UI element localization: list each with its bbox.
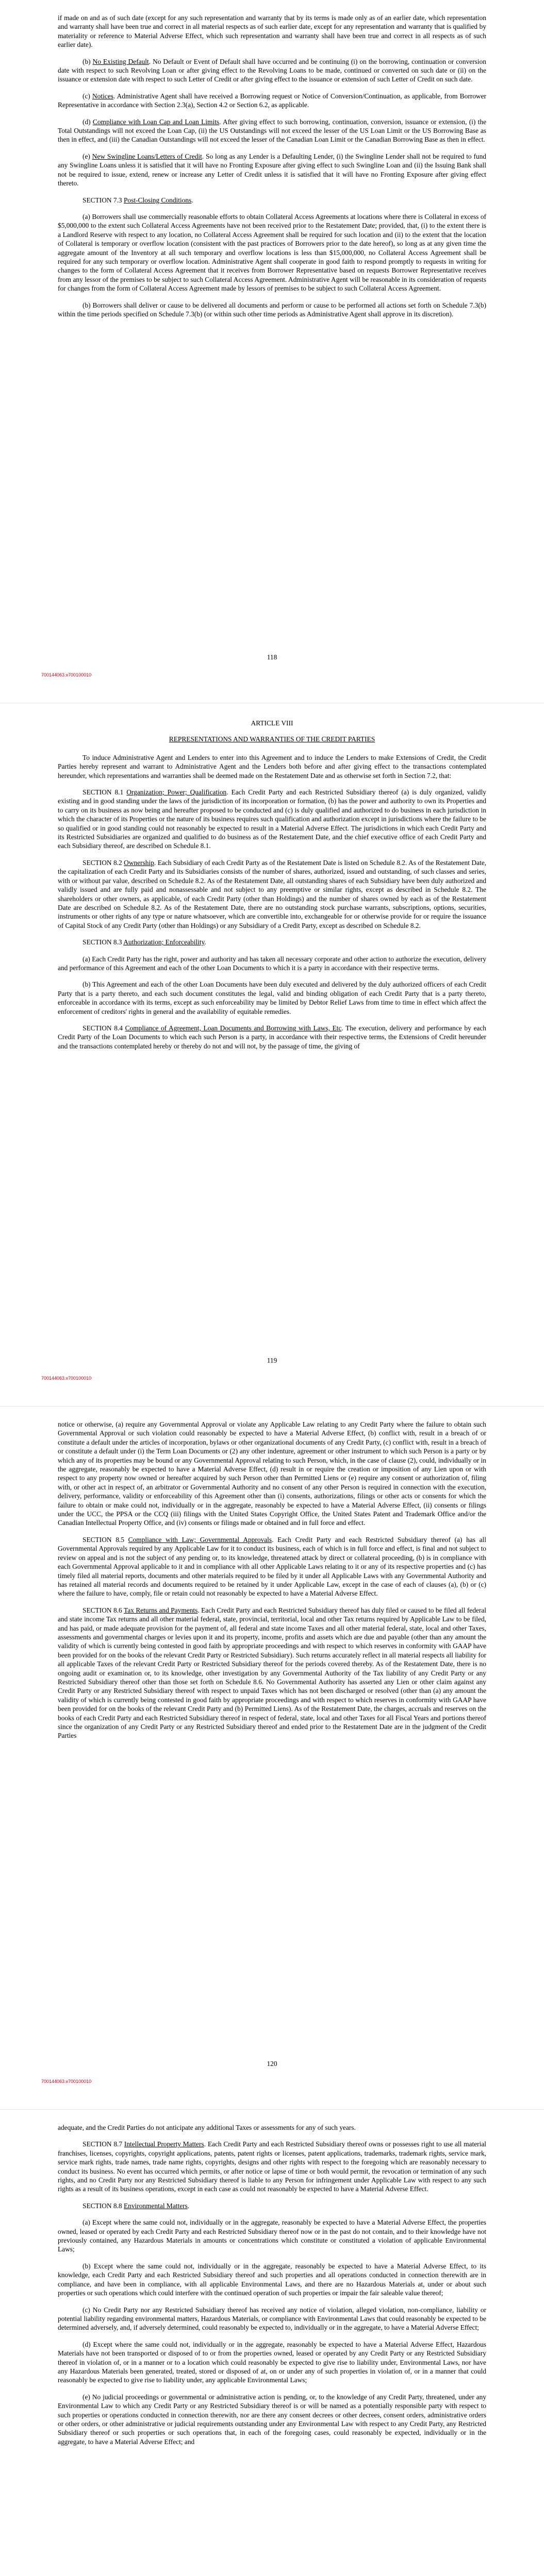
paragraph-text: (b) This Agreement and each of the other Loan Documents have been duly executed and delivered by the duly authorized officers of each Credit Party that is a party thereto, and each such document constitutes the legal, valid and binding obligation of each Credit Party that is a party thereto, enforceable in accordance with its terms, except as such enforceability may be limited by Debtor Relief Laws from time to time in effect which affect the enforcement of creditors' rights in general and the availability of equitable remedies. [58,980,486,1015]
paragraph-lead: (d) [83,117,93,126]
document-id-footer: 700144063.v700100010 [41,2079,92,2084]
page-number: 118 [267,653,277,661]
paragraph [58,753,486,780]
paragraph-heading: Notices [92,92,113,100]
paragraph-text: . Administrative Agent shall have received a Borrowing request or Notice of Conversion/Continuation, as applicable, from Borrower Representative in accordance with Section 2.3(a), Section 4.2 or Section 6.2, as applicable. [58,92,486,109]
paragraph [58,117,486,144]
continued-paragraph [58,2123,486,2132]
paragraph [58,1024,486,1050]
paragraph [58,92,486,110]
paragraph-lead: (c) [83,92,92,100]
section-number: SECTION 8.8 [83,2201,124,2210]
paragraph-text: . After giving effect to such borrowing, continuation, conversion, issuance or extension, (i) the Total Outstandings will not exceed the Loan Cap, (ii) the US Outstandings will not exceed the lesser of the US Loan Limit or the US Borrowing Base as then in effect, and (iii) the Canadian Outstandings will not exceed the lesser of the Canadian Loan Limit or the Canadian Borrowing Base as then in effect. [58,117,487,144]
paragraph-text: . The execution, delivery and performance by each Credit Party of the Loan Documents to which each such Person is a party, in accordance with their respective terms, the Extensions of Credit hereunder and the transactions contemplated hereby or thereby do not and will not, by the passage of time, the giving of [58,1024,486,1050]
paragraph-text: . Each Credit Party and each Restricted Subsidiary thereof (a) has all Governmental Approvals required by any Applicable Law for it to conduct its business, each of which is in full force and effect, is final and not subject to review on appeal and is not the subject of any pending or, to its knowledge, threatened attack by direct or collateral proceeding, (b) is in compliance with each Governmental Approval applicable to it and in compliance with all other Applicable Laws relating to it or any of its respective properties and (c) has timely filed all material reports, documents and other materials required to be filed by it under all Applicable Laws with any Governmental Authority and has retained all material records and documents required to be retained by it under Applicable Law, except in the case of each of clauses (a), (b) or (c) where the failure to have, comply, file or retain could not reasonably be expected to have a Material Adverse Effect. [58,1535,486,1598]
paragraph-text: notice or otherwise, (a) require any Governmental Approval or violate any Applicable Law relating to any Credit Party where the failure to obtain such Governmental Approval or such violation could reasonably be expected to have a Material Adverse Effect, (b) conflict with, result in a breach of or constitute a default under the articles of incorporation, bylaws or other organizational documents of any Credit Party, (c) conflict with, result in a breach of or constitute a default under (i) the Term Loan Documents or (2) any other indenture, agreement or other instrument to which such Person is a party or by which any of its properties may be bound or any Governmental Approval relating to such Person, which, in the case of clause (2), could, individually or in the aggregate, reasonably be expected to have a Material Adverse Effect, (d) result in or require the creation or imposition of any Lien upon or with respect to any property now owned or hereafter acquired by such Person other than Permitted Liens or (e) require any consent or authorization of, filing with, or other act in respect of, an arbitrator or Governmental Authority and no consent of any other Person is required in connection with the execution, delivery, performance, validity or enforceability of this Agreement other than (i) consents, authorizations, filings or other acts or consents for which the failure to obtain or make could not, individually or in the aggregate, reasonably be expected to have a Material Adverse Effect, (ii) consents or filings under the UCC, the PPSA or the CCQ (iii) filings with the United States Copyright Office, the United States Patent and Trademark Office and/or the Canadian Intellectual Property Office, and (iv) consents or filings made or obtained and in full force and effect. [58,1420,486,1527]
paragraph [58,2140,486,2193]
paragraph [58,57,486,84]
paragraph [58,2218,486,2254]
paragraph-text: . Each Credit Party and each Restricted Subsidiary thereof has duly filed or caused to be filed all federal and state income Tax returns and all other material federal, state, provincial, territorial, local and other Tax returns required by Applicable Law to be filed, and has paid, or made adequate provision for the payment of, all federal and state income Taxes and all other material federal, state, local and other Taxes, assessments and governmental charges or levies upon it and its property, income, profits and assets which are due and payable (other than any amount the validity of which is currently being contested in good faith by appropriate proceedings and with respect to which reserves in conformity with GAAP have been provided for on the books of the relevant Credit Party or Restricted Subsidiary). Such returns accurately reflect in all material respects all liability for all applicable Taxes of the relevant Credit Party or Restricted Subsidiary thereof for the periods covered thereby. As of the Restatement Date, there is no ongoing audit or examination or, to its knowledge, other investigation by any Governmental Authority of the Tax liability of any Credit Party or any Restricted Subsidiary thereof other than those set forth on Schedule 8.6. No Governmental Authority has asserted any Lien or other claim against any Credit Party or any Restricted Subsidiary thereof with respect to unpaid Taxes which has not been discharged or resolved (other than (a) any amount the validity of which is currently being contested in good faith by appropriate proceedings and with respect to which reserves in conformity with GAAP have been provided for on the books of the relevant Credit Party and (b) Permitted Liens). As of the Restatement Date, the charges, accruals and reserves on the books of each Credit Party and each Restricted Subsidiary thereof in respect of federal, state, local and other Taxes for all Fiscal Years and portions thereof since the organization of any Credit Party or any Restricted Subsidiary thereof and ended prior to the Restatement Date are in the judgment of the Credit Parties [58,1606,486,1740]
paragraph [58,2340,486,2385]
paragraph [58,955,486,973]
article-title: REPRESENTATIONS AND WARRANTIES OF THE CREDIT PARTIES [169,735,375,743]
section-heading [58,938,486,946]
paragraph-lead: (b) [83,57,93,65]
page [0,703,544,1406]
paragraph-lead: (e) [83,152,92,160]
paragraph-text: To induce Administrative Agent and Lenders to enter into this Agreement and to induce the Lenders to make Extensions of Credit, the Credit Parties hereby represent and warrant to Administrative Agent and the Lenders both before and after giving effect to the transactions contemplated hereunder, which representations and warranties shall be deemed made on the Restatement Date and as otherwise set forth in Section 7.2, that: [58,753,486,779]
paragraph-text: . Each Credit Party and each Restricted Subsidiary thereof owns or possesses right to use all material franchises, licenses, copyrights, copyright applications, patents, patent rights or licenses, patent applications, trademarks, trademark rights, service mark, service mark rights, trade names, trade name rights, copyrights, designs and other rights with respect to the foregoing which are reasonably necessary to conduct its business. No event has occurred which permits, or after notice or lapse of time or both would permit, the revocation or termination of any such rights, and no Credit Party nor any Restricted Subsidiary thereof is liable to any Person for infringement under Applicable Law with respect to any such rights as a result of its business operations, except in each case as could not reasonably be expected to have a Material Adverse Effect. [58,2140,486,2193]
document-id-footer: 700144063.v700100010 [41,1376,92,1381]
paragraph-heading: Organization; Power; Qualification [126,788,227,796]
paragraph [58,212,486,293]
page-number: 119 [267,1357,277,1364]
paragraph-text: (a) Except where the same could not, individually or in the aggregate, reasonably be expected to have a Material Adverse Effect, the properties owned, leased or operated by each Credit Party and each Restricted Subsidiary thereof now or in the past do not contain, and to their knowledge have not previously contained, any Hazardous Materials in amounts or concentrations which constitute or constituted a violation of applicable Environmental Laws; [58,2218,486,2253]
paragraph-text: (b) Borrowers shall deliver or cause to be delivered all documents and perform or cause to be performed all actions set forth on Schedule 7.3(b) within the time periods specified on Schedule 7.3(b) (or within such other time periods as Administrative Agent shall approve in its discretion). [58,301,486,318]
paragraph [58,788,486,851]
section-punct: . [204,938,206,946]
paragraph [58,2262,486,2298]
page [0,2110,544,2576]
paragraph [58,858,486,930]
paragraph [58,1606,486,1740]
paragraph-lead: SECTION 8.5 [83,1535,128,1544]
paragraph-text: (b) Except where the same could not, individually or in the aggregate, reasonably be expected to have a Material Adverse Effect, to its knowledge, each Credit Party and each Restricted Subsidiary thereof and such properties and all operations conducted in connection therewith are in compliance, and have been in compliance, with all applicable Environmental Laws, and there are no Hazardous Materials at, under or about such properties or such operations which could interfere with the continued operation of such properties or impair the fair saleable value thereof; [58,2262,486,2297]
paragraph-lead: SECTION 8.7 [83,2140,124,2148]
paragraph-text: (a) Each Credit Party has the right, power and authority and has taken all necessary corporate and other action to authorize the execution, delivery and performance of this Agreement and each of the other Loan Documents to which it is a party in accordance with their respective terms. [58,955,486,972]
paragraph-text: (e) No judicial proceedings or governmental or administrative action is pending, or, to the knowledge of any Credit Party, threatened, under any Environmental Law to which any Credit Party or any Restricted Subsidiary thereof is or will be named as a potentially responsible party with respect to such properties or operations conducted in connection therewith, nor are there any consent decrees or other decrees, consent orders, administrative orders or other orders, or other administrative or judicial requirements outstanding under any Environmental Law with respect to any Credit Party, any Restricted Subsidiary thereof or such properties or such operations that, in each of the foregoing cases, could reasonably be expected, individually or in the aggregate, to have a Material Adverse Effect; and [58,2393,486,2446]
section-number: SECTION 8.3 [83,938,124,946]
page-number: 120 [267,2060,277,2067]
page [0,1406,544,2110]
paragraph-heading: Ownership [124,858,154,867]
paragraph [58,980,486,1016]
section-heading [58,196,486,205]
paragraph-text: (c) No Credit Party nor any Restricted Subsidiary thereof has received any notice of violation, alleged violation, non-compliance, liability or potential liability regarding environmental matters, Hazardous Materials, or compliance with Environmental Laws that could reasonably be expected to be determined adversely, and, if adversely determined, could reasonably be expected to, individually or in the aggregate, to have a Material Adverse Effect; [58,2306,486,2332]
article-heading: ARTICLE VIII [251,719,293,727]
paragraph-heading: New Swingline Loans/Letters of Credit [92,152,202,160]
paragraph-text: . Each Subsidiary of each Credit Party as of the Restatement Date is listed on Schedule 8.2. As of the Restatement Date, the capitalization of each Credit Party and its Subsidiaries consists of the number of shares, authorized, issued and outstanding, of such classes and series, with or without par value, described on Schedule 8.2. As of the Restatement Date, all outstanding shares of each Subsidiary have been duly authorized and validly issued and are fully paid and nonassessable and not subject to any preemptive or similar rights, except as described in Schedule 8.2. The shareholders or other owners, as applicable, of each Credit Party (other than Holdings) and the number of shares owned by each as of the Restatement Date are described on Schedule 8.2. As of the Restatement Date, there are no outstanding stock purchase warrants, subscriptions, options, securities, instruments or other rights of any type or nature whatsoever, which are convertible into, exchangeable for or otherwise provide for or require the issuance of Capital Stock of any Credit Party (other than Holdings) or any Subsidiary of a Credit Party, except as described on Schedule 8.2. [58,858,486,929]
paragraph-text: if made on and as of such date (except for any such representation and warranty that by its terms is made only as of an earlier date, which representation and warranty shall have been true and correct in all material respects as of such earlier date, except for any representation and warranty that is qualified by materiality or reference to Material Adverse Effect, which such representation and warranty shall have been true and correct in all respects as of such earlier date). [58,14,486,49]
paragraph-text: (a) Borrowers shall use commercially reasonable efforts to obtain Collateral Access Agreements at locations where there is Collateral in excess of $5,000,000 to the extent such Collateral Access Agreements have not been received prior to the Restatement Date; provided, that, (i) to the extent there is a Landlord Reserve with respect to any location, no Collateral Access Agreement shall be required for such location and (ii) to the extent that the location of Collateral is temporary or overflow location (consistent with the past practices of Borrowers prior to the date hereof), so long as at any given time the aggregate amount of the Inventory at all such temporary and overflow locations is less than $15,000,000, no Collateral Access Agreement shall be required for any such temporary or overflow location. Administrative Agent shall cooperate in good faith to respond promptly to requests in writing for changes to the form of Collateral Access Agreement that it receives from Borrower Representative based on requests Borrower Representative receives from any lessor of the premises to be subject to such Collateral Access Agreement. Administrative Agent will be reasonable in its consideration of requests for changes from the form of Collateral Access Agreement made by lessors of premises to be subject to such Collateral Access Agreement. [58,212,486,293]
paragraph-heading: Compliance with Law; Governmental Approvals [128,1535,272,1544]
section-punct: . [191,196,193,204]
paragraph-heading: Compliance with Loan Cap and Loan Limits [92,117,220,126]
paragraph-lead: SECTION 8.4 [83,1024,125,1032]
paragraph [58,1535,486,1598]
paragraph [58,301,486,319]
paragraph [58,152,486,188]
paragraph-text: . So long as any Lender is a Defaulting Lender, (i) the Swingline Lender shall not be required to fund any Swingline Loans unless it is satisfied that it will have no Fronting Exposure after giving effect to such Swingline Loan and (ii) the Issuing Bank shall not be required to issue, extend, renew or increase any Letter of Credit unless it is satisfied that it will have no Fronting Exposure after giving effect thereto. [58,152,486,188]
section-punct: . [187,2201,190,2210]
paragraph [58,2393,486,2446]
section-title: Environmental Matters [123,2201,188,2210]
continued-paragraph [58,13,486,49]
paragraph-text: (d) Except where the same could not, individually or in the aggregate, reasonably be expected to have a Material Adverse Effect, Hazardous Materials have not been transported or disposed of to or from the properties owned, leased or operated by any Credit Party or any Restricted Subsidiary thereof in violation of, or in a manner or to a location which could reasonably be expected to give rise to liability under, Environmental Laws, nor have any Hazardous Materials been generated, treated, stored or disposed of at, on or under any of such properties in violation of, or in a manner that could reasonably be expected to give rise to liability under, any applicable Environmental Laws; [58,2340,486,2384]
paragraph-heading: Tax Returns and Payments [123,1606,198,1614]
document-id-footer: 700144063.v700100010 [41,672,92,677]
section-heading [58,2201,486,2210]
paragraph-lead: SECTION 8.6 [83,1606,124,1614]
section-title: Post-Closing Conditions [123,196,192,204]
section-title: Authorization; Enforceability [123,938,205,946]
paragraph-heading: Compliance of Agreement, Loan Documents and Borrowing with Laws, Etc [125,1024,342,1032]
section-number: SECTION 7.3 [83,196,124,204]
page [0,0,544,703]
paragraph-text: . Each Credit Party and each Restricted Subsidiary thereof (a) is duly organized, validly existing and in good standing under the laws of the jurisdiction of its incorporation or formation, (b) has the power and authority to own its Properties and to carry on its business as now being and hereafter proposed to be conducted and (c) is duly qualified and authorized to do business in each jurisdiction in which the character of its Properties or the nature of its business requires such qualification and authorization except in jurisdictions where the failure to be so qualified or in good standing could not reasonably be expected to result in a Material Adverse Effect. The jurisdictions in which each Credit Party and its Restricted Subsidiaries are organized and qualified to do business as of the Restatement Date, and the chief executive office of each Credit Party and each Subsidiary thereof, are described on Schedule 8.1. [58,788,486,850]
paragraph-heading: No Existing Default [92,57,149,65]
continued-paragraph [58,1420,486,1528]
paragraph-lead: SECTION 8.1 [83,788,127,796]
paragraph-heading: Intellectual Property Matters [124,2140,204,2148]
paragraph [58,2306,486,2332]
paragraph-text: . No Default or Event of Default shall have occurred and be continuing (i) on the borrowing, continuation or conversion date with respect to such Revolving Loan or after giving effect to the Revolving Loans to be made, continued or converted on such date or (ii) on the issuance or extension date with respect to such Letter of Credit or after giving effect to the issuance or extension of such Letter of Credit on such date. [58,57,486,83]
paragraph-text: adequate, and the Credit Parties do not anticipate any additional Taxes or assessments for any of such years. [58,2124,356,2131]
paragraph-lead: SECTION 8.2 [83,858,124,867]
